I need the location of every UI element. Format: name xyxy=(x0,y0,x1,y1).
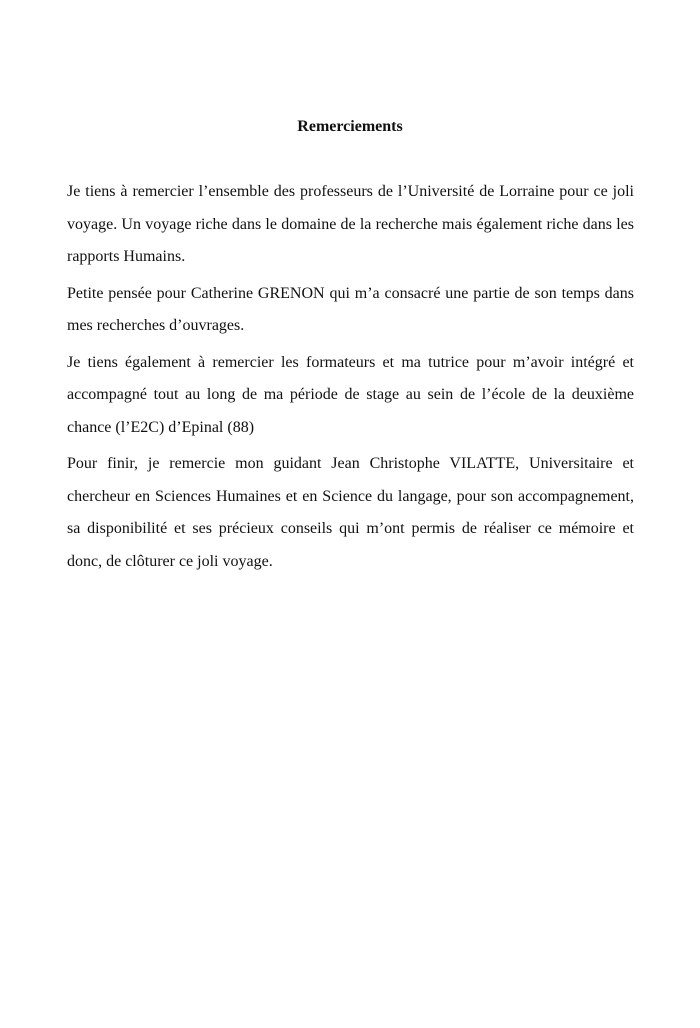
paragraph-trainers: Je tiens également à remercier les formateurs et ma tutrice pour m’avoir intégré et accompagné tout au long de ma période de stage au sein de l’école de la deuxième chance (l’E2C) d’Epinal (88) xyxy=(67,353,634,436)
paragraph-vilatte: Pour finir, je remercie mon guidant Jean Christophe VILATTE, Universitaire et chercheur en Sciences Humaines et en Science du langage, pour son accompagnement, sa disponibilité et ses précieux conseils qui m’ont permis de réaliser ce mémoire et donc, de clôturer ce joli voyage. xyxy=(67,455,634,570)
page-title: Remerciements xyxy=(297,118,403,135)
acknowledgements-body xyxy=(67,176,634,582)
paragraph-professors: Je tiens à remercier l’ensemble des professeurs de l’Université de Lorraine pour ce joli voyage. Un voyage riche dans le domaine de la recherche mais également riche dans les rapports Humains. xyxy=(67,183,634,265)
paragraph-grenon: Petite pensée pour Catherine GRENON qui m’a consacré une partie de son temps dans mes recherches d’ouvrages. xyxy=(67,284,634,334)
